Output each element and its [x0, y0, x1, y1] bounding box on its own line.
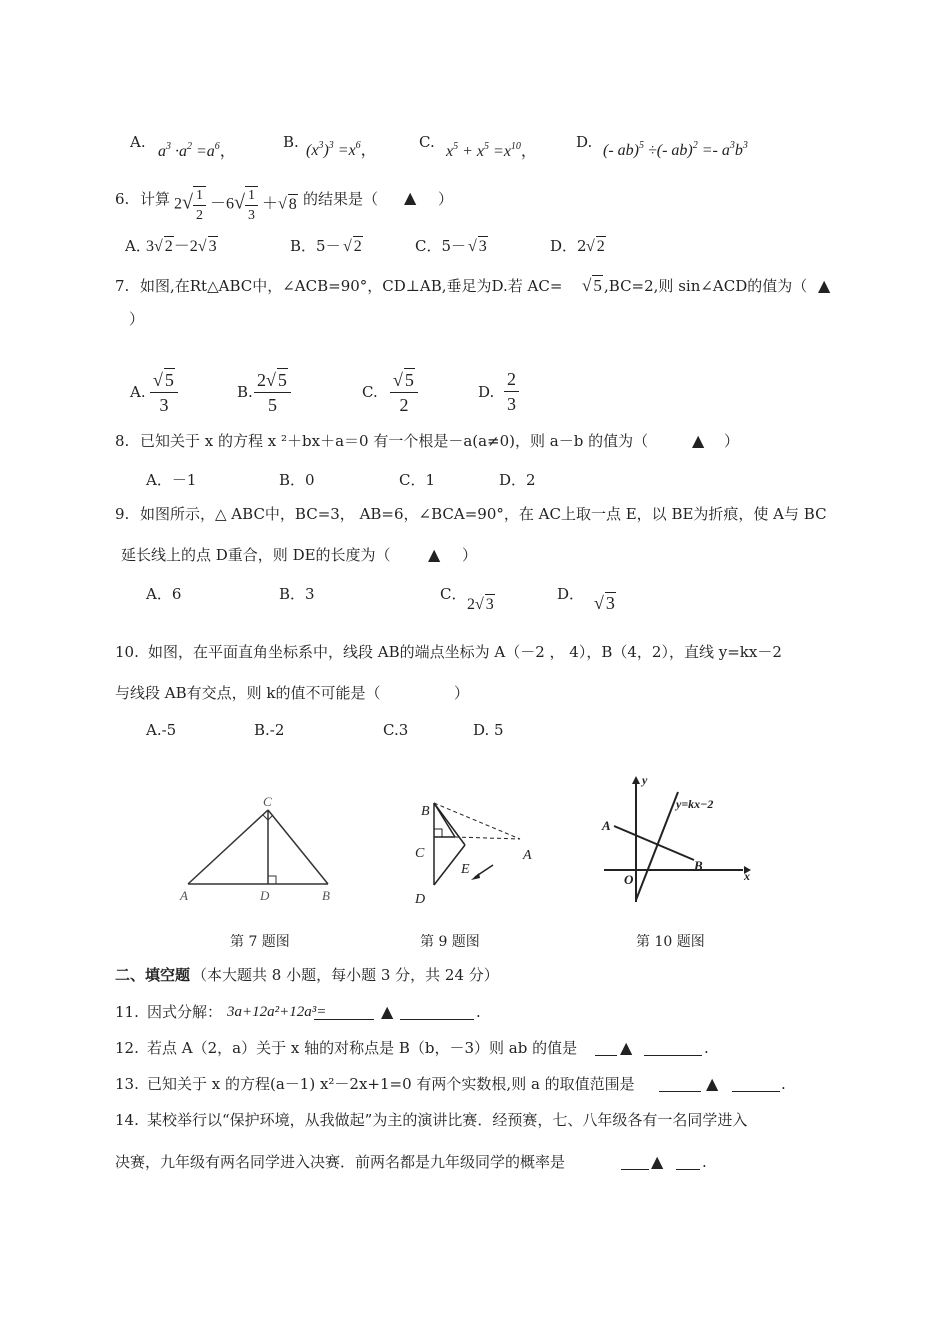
- q14-line2: 决赛，九年级有两名同学进入决赛．前两名都是九年级同学的概率是: [115, 1153, 566, 1171]
- q13-answer-blank-2[interactable]: [732, 1077, 780, 1092]
- q7-option-c-label: C.: [362, 383, 378, 401]
- q7-option-c-frac: $\frac{√ 5}{2}$: [390, 368, 418, 416]
- q7-number: 7.: [115, 277, 130, 295]
- fig10-label-a: A: [602, 818, 611, 833]
- q6-number: 6.: [115, 190, 130, 208]
- answer-triangle-icon: ▲: [651, 1152, 664, 1171]
- fig9-label-c: C: [415, 846, 425, 861]
- answer-triangle-icon: ▲: [692, 431, 705, 450]
- q5-option-d-expr: (- ab)$^5$ ÷(- $ab)^2 =- a^3b^3$: [603, 140, 748, 159]
- q7-option-a-label: A.: [130, 383, 146, 401]
- q9-option-d-expr: √ 3: [594, 593, 615, 613]
- q14-answer-blank[interactable]: [621, 1155, 649, 1170]
- q5-option-a-label: A.: [130, 133, 146, 151]
- q12-text: 若点 A（2，a）关于 x 轴的对称点是 B（b，－3）则 ab 的值是: [147, 1039, 578, 1057]
- q7-option-d-frac: $\frac{2}{3}$: [504, 368, 519, 415]
- q7-close: ）: [129, 310, 145, 328]
- q10-option-a: A.-5: [146, 721, 177, 739]
- answer-triangle-icon: ▲: [620, 1038, 633, 1057]
- fig10-label-b: B: [694, 858, 703, 873]
- q9-option-c-expr: 2√ 3: [467, 596, 494, 613]
- q11-answer-blank-2[interactable]: [400, 1005, 474, 1020]
- q14-answer-blank-2[interactable]: [676, 1155, 700, 1170]
- fig9-label-d: D: [415, 892, 426, 907]
- q11-prefix: 因式分解：: [147, 1003, 223, 1021]
- q12-number: 12.: [115, 1039, 139, 1057]
- q7-sqrt5: √ 5: [582, 276, 602, 295]
- q10-line2: 与线段 AB有交点，则 k的值不可能是（: [115, 684, 381, 702]
- fig10-label-o: O: [624, 872, 634, 887]
- q6-option-b-expr: √ 2: [343, 238, 362, 255]
- q6-option-d-expr: √ 2: [586, 238, 605, 255]
- q7-option-b-frac: $\frac{2√ 5}{5}$: [254, 368, 291, 416]
- fig9-label-b: B: [421, 804, 430, 819]
- q6-expression: 2√ $\frac{1}{2}$ －6√ $\frac{1}{3}$ ＋√ 8: [174, 188, 297, 223]
- answer-triangle-icon: ▲: [428, 545, 441, 564]
- q6-option-a-expr: 3√ 2－2√ 3: [146, 238, 217, 255]
- q7-option-d-label: D.: [478, 383, 495, 401]
- q8-option-a: A．－1: [146, 471, 197, 489]
- q11-number: 11.: [115, 1003, 139, 1021]
- figure-7-caption: 第 7 题图: [230, 934, 290, 950]
- q5-option-c-label: C.: [419, 133, 435, 151]
- answer-triangle-icon: ▲: [404, 188, 417, 207]
- q10-option-c: C.3: [383, 721, 409, 739]
- fig7-label-d: D: [260, 888, 270, 903]
- fig7-label-a: A: [180, 888, 188, 903]
- q8-text: 已知关于 x 的方程 x ²＋bx＋a＝0 有一个根是－a(a≠0)，则 a－b 的值为（: [140, 432, 649, 450]
- q9-line2: 延长线上的点 D重合，则 DE的长度为（: [121, 546, 391, 564]
- q5-option-b-label: B.: [283, 133, 299, 151]
- figure-9-caption: 第 9 题图: [420, 934, 480, 950]
- q10-option-d: D. 5: [473, 721, 504, 739]
- figure-10-caption: 第 10 题图: [636, 934, 705, 950]
- q10-option-b: B.-2: [254, 721, 285, 739]
- q5-option-c-expr: $x^5 + x^5 =x^{10}$，: [446, 141, 537, 160]
- answer-triangle-icon: ▲: [706, 1074, 719, 1093]
- fig10-label-x: x: [744, 869, 750, 883]
- q10-number: 10.: [115, 643, 139, 661]
- q10-close: ）: [454, 684, 470, 702]
- q7-option-b-label: B.: [237, 383, 253, 401]
- figure-7: [170, 790, 345, 905]
- q9-option-b: B．3: [279, 585, 315, 603]
- q14-number: 14.: [115, 1111, 139, 1129]
- q9-option-a: A．6: [146, 585, 182, 603]
- q13-number: 13.: [115, 1075, 139, 1093]
- q8-number: 8.: [115, 432, 130, 450]
- fig9-label-e: E: [461, 862, 470, 877]
- q6-close: ）: [438, 190, 454, 208]
- q14-end: .: [702, 1153, 707, 1171]
- q5-option-a-expr: $a^3 \cdot a^2 =a^6$，: [158, 141, 236, 160]
- q13-end: .: [781, 1075, 786, 1093]
- fig7-label-c: C: [263, 794, 272, 809]
- fig10-line-label: y=kx−2: [676, 797, 714, 811]
- fig9-label-a: A: [523, 848, 532, 863]
- q11-expr: 3a+12a²+12a³=: [227, 1004, 327, 1020]
- q9-option-c: C．: [440, 585, 467, 603]
- q8-option-c: C．1: [399, 471, 436, 489]
- q7-option-a-frac: $\frac{√ 5}{3}$: [150, 368, 178, 416]
- figure-9: [405, 795, 545, 910]
- q7-line1b: ,BC=2,则 sin∠ACD的值为（: [604, 277, 808, 295]
- q6-option-a-label: A．: [125, 237, 151, 255]
- q6-prefix: 计算: [140, 190, 171, 208]
- q12-answer-blank[interactable]: [595, 1041, 617, 1056]
- q6-option-c-expr: √ 3: [468, 238, 487, 255]
- fig10-label-y: y: [642, 773, 648, 787]
- q6-option-c: C．5－: [415, 237, 467, 255]
- q8-option-d: D．2: [499, 471, 536, 489]
- q9-line1: 如图所示，△ ABC中，BC=3， AB=6，∠BCA=90°，在 AC上取一点 E，以 BE为折痕，使 A与 BC: [140, 505, 827, 523]
- q13-answer-blank[interactable]: [659, 1077, 701, 1092]
- answer-triangle-icon: ▲: [818, 276, 831, 295]
- q8-option-b: B．0: [279, 471, 315, 489]
- q7-line1: 如图,在Rt△ABC中，∠ACB=90°，CD⊥AB,垂足为D.若 AC=: [140, 277, 563, 295]
- section-2-desc: （本大题共 8 小题，每小题 3 分，共 24 分）: [192, 966, 499, 984]
- q14-line1: 某校举行以“保护环境，从我做起”为主的演讲比赛．经预赛，七、八年级各有一名同学进入: [147, 1111, 748, 1129]
- fig7-label-b: B: [322, 888, 330, 903]
- q6-option-d: D．2: [550, 237, 587, 255]
- q9-option-d: D．: [557, 585, 585, 603]
- q5-option-d-label: D.: [576, 133, 593, 151]
- figure-10: [598, 772, 753, 907]
- q12-answer-blank-2[interactable]: [644, 1041, 702, 1056]
- section-2-title: 二、填空题: [115, 966, 191, 984]
- q9-number: 9.: [115, 505, 130, 523]
- q9-close: ）: [462, 546, 478, 564]
- q6-option-b: B．5－: [290, 237, 341, 255]
- q12-end: .: [704, 1039, 709, 1057]
- q8-close: ）: [724, 432, 740, 450]
- q11-answer-blank[interactable]: [314, 1005, 374, 1020]
- q6-suffix: 的结果是（: [303, 190, 379, 208]
- q10-line1: 如图，在平面直角坐标系中，线段 AB的端点坐标为 A（－2 ， 4），B（4，2），直线 y=kx－2: [148, 643, 782, 661]
- answer-triangle-icon: ▲: [381, 1002, 394, 1021]
- q11-end: .: [476, 1003, 481, 1021]
- q13-text: 已知关于 x 的方程(a－1) x²－2x+1=0 有两个实数根,则 a 的取值范围是: [147, 1075, 635, 1093]
- q5-option-b-expr: $(x^3)^3 =x^6$，: [306, 140, 377, 159]
